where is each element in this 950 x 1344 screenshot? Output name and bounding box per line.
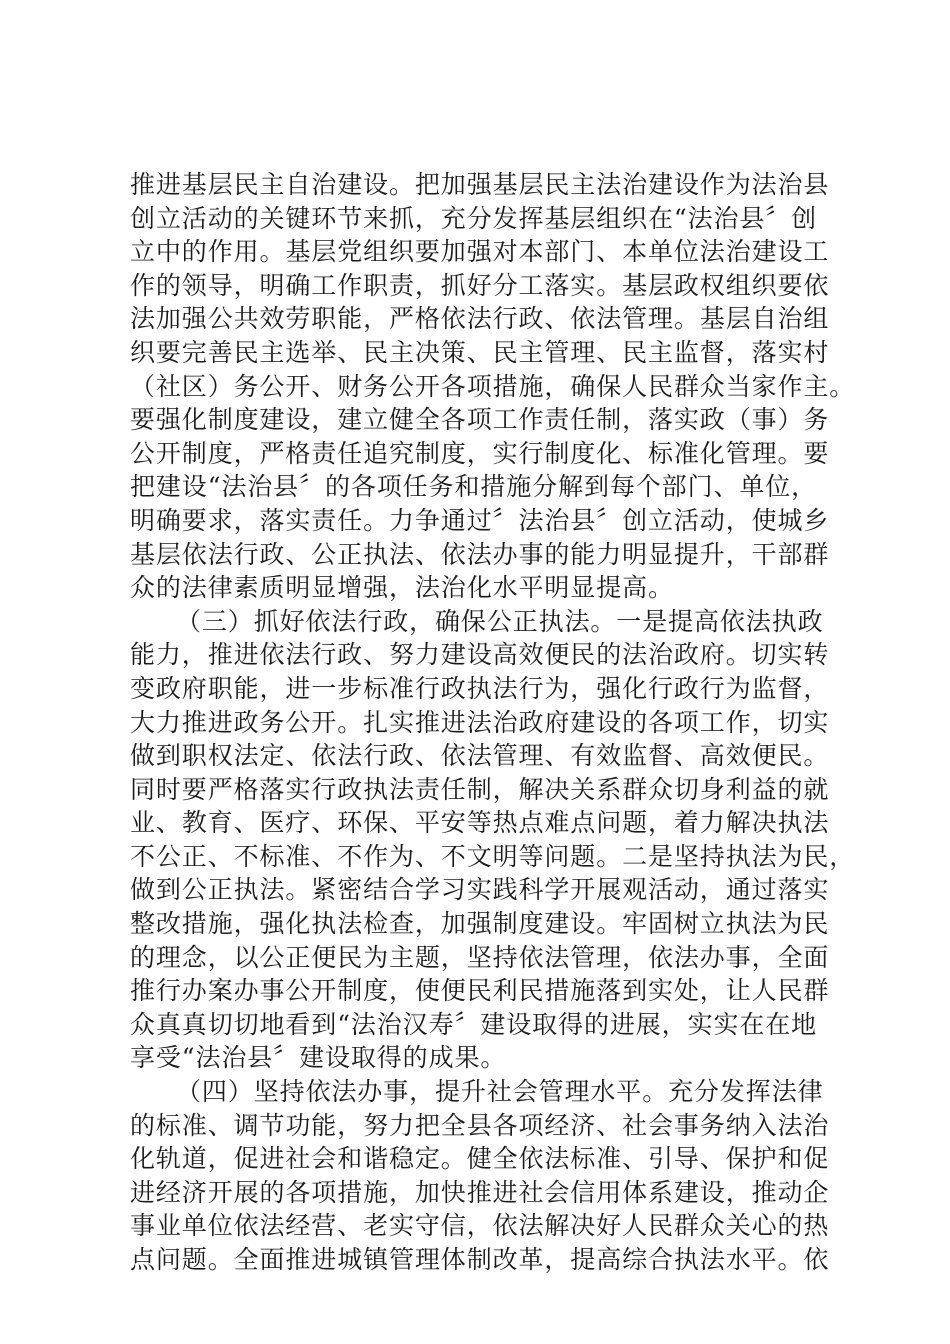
text-line: 整改措施，强化执法检查，加强制度建设。牢固树立执法为民 <box>130 909 830 939</box>
text-line: 业、教育、医疗、环保、平安等热点难点问题，着力解决执法 <box>130 808 830 838</box>
text-line: 点问题。全面推进城镇管理体制改革，提高综合执法水平。依 <box>130 1245 830 1274</box>
text-line: 的标准、调节功能，努力把全县各项经济、社会事务纳入法治 <box>130 1110 830 1140</box>
text-line: 织要完善民主选举、民主决策、民主管理、民主监督，落实村 <box>130 337 830 367</box>
text-line: 基层依法行政、公正执法、依法办事的能力明显提升，干部群 <box>130 539 830 569</box>
text-line: 做到公正执法。紧密结合学习实践科学开展观活动，通过落实 <box>130 875 830 905</box>
text-line: 众的法律素质明显增强，法治化水平明显提高。 <box>130 573 674 603</box>
text-line: （四）坚持依法办事，提升社会管理水平。充分发挥法律 <box>176 1077 824 1107</box>
text-line: 能力，推进依法行政、努力建设高效便民的法治政府。切实转 <box>130 640 830 670</box>
text-line: 做到职权法定、依法行政、依法管理、有效监督、高效便民。 <box>130 741 830 771</box>
text-line: 变政府职能，进一步标准行政执法行为，强化行政行为监督， <box>130 673 830 703</box>
text-line: 创立活动的关键环节来抓，充分发挥基层组织在“法治县〞创 <box>130 203 818 233</box>
text-line: 把建设“法治县〞的各项任务和措施分解到每个部门、单位， <box>130 472 818 502</box>
text-line: 进经济开展的各项措施，加快推进社会信用体系建设，推动企 <box>130 1177 830 1207</box>
text-line: （社区）务公开、财务公开各项措施，确保人民群众当家作主。 <box>130 371 856 401</box>
document-body <box>130 168 856 1277</box>
text-line: 立中的作用。基层党组织要加强对本部门、本单位法治建设工 <box>130 237 830 267</box>
text-line: 的理念，以公正便民为主题，坚持依法管理，依法办事，全面 <box>130 942 830 972</box>
text-line: 事业单位依法经营、老实守信，依法解决好人民群众关心的热 <box>130 1211 830 1241</box>
text-line: 众真真切切地看到“法治汉寿〞建设取得的进展，实实在在地 <box>130 1009 818 1039</box>
text-line: （三）抓好依法行政，确保公正执法。一是提高依法执政 <box>176 606 824 636</box>
text-line: 同时要严格落实行政执法责任制，解决关系群众切身利益的就 <box>130 774 830 804</box>
text-line: 大力推进政务公开。扎实推进法治政府建设的各项工作，切实 <box>130 707 830 737</box>
text-line: 推行办案办事公开制度，使便民利民措施落到实处，让人民群 <box>130 976 830 1006</box>
text-line: 推进基层民主自治建设。把加强基层民主法治建设作为法治县 <box>130 170 830 199</box>
text-line: 不公正、不标准、不作为、不文明等问题。二是坚持执法为民， <box>130 841 856 871</box>
text-line: 公开制度，严格责任追究制度，实行制度化、标准化管理。要 <box>130 438 830 468</box>
text-line: 化轨道，促进社会和谐稳定。健全依法标准、引导、保护和促 <box>130 1144 830 1174</box>
text-line: 要强化制度建设，建立健全各项工作责任制，落实政（事）务 <box>130 405 830 435</box>
text-line: 作的领导，明确工作职责，抓好分工落实。基层政权组织要依 <box>130 270 830 300</box>
text-line: 享受“法治县〞建设取得的成果。 <box>130 1043 507 1073</box>
text-line: 法加强公共效劳职能，严格依法行政、依法管理。基层自治组 <box>130 304 830 334</box>
text-line: 明确要求，落实责任。力争通过〞法治县〞创立活动，使城乡 <box>130 505 830 535</box>
